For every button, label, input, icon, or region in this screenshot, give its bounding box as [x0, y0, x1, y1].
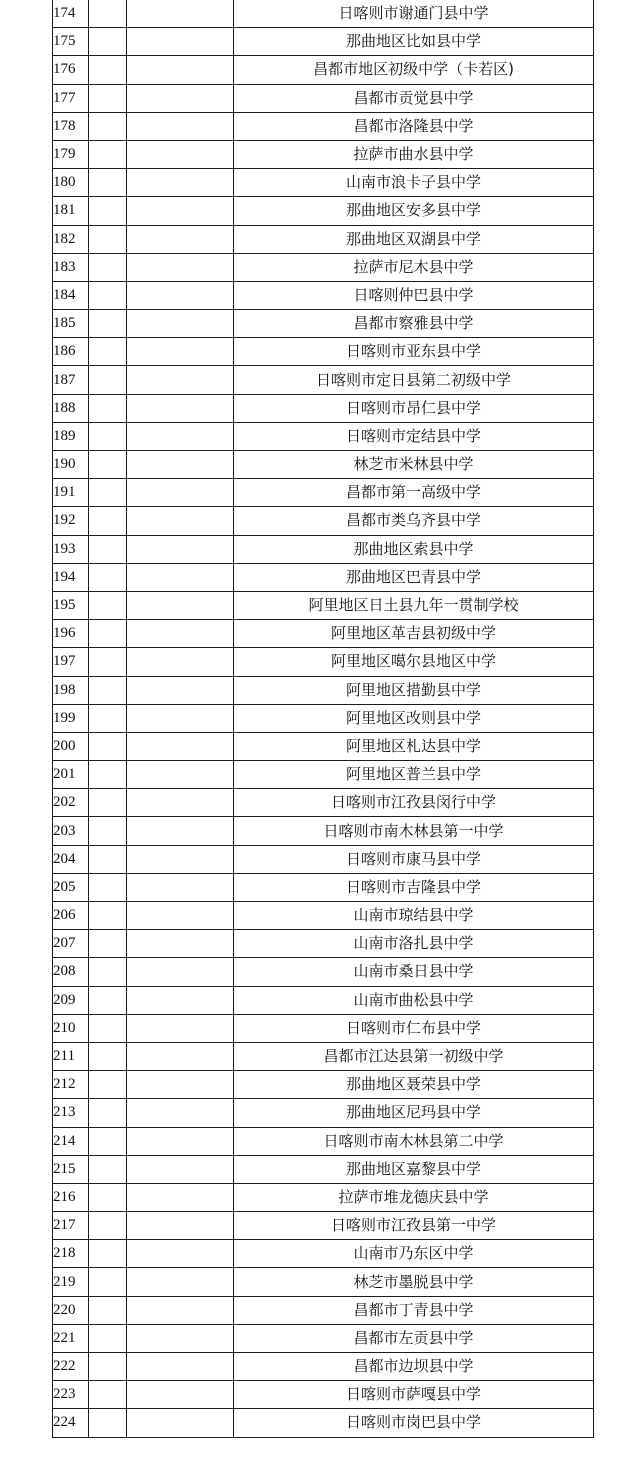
empty-cell: [89, 591, 127, 619]
school-name-cell: 山南市浪卡子县中学: [234, 169, 594, 197]
school-name-cell: 日喀则市亚东县中学: [234, 338, 594, 366]
empty-cell: [89, 817, 127, 845]
row-number-cell: 199: [53, 704, 89, 732]
school-name-cell: 昌都市类乌齐县中学: [234, 507, 594, 535]
empty-cell: [89, 1240, 127, 1268]
empty-cell: [127, 1409, 234, 1437]
empty-cell: [127, 1353, 234, 1381]
empty-cell: [127, 591, 234, 619]
school-name-cell: 日喀则市江孜县闵行中学: [234, 789, 594, 817]
empty-cell: [127, 1183, 234, 1211]
empty-cell: [89, 28, 127, 56]
table-row: [53, 1099, 594, 1127]
row-number-cell: 214: [53, 1127, 89, 1155]
row-number-cell: 209: [53, 986, 89, 1014]
empty-cell: [89, 1268, 127, 1296]
empty-cell: [89, 0, 127, 28]
school-name-cell: 日喀则市昂仁县中学: [234, 394, 594, 422]
row-number-cell: 207: [53, 930, 89, 958]
row-number-cell: 188: [53, 394, 89, 422]
school-table: [52, 0, 594, 1438]
empty-cell: [127, 1014, 234, 1042]
school-name-cell: 拉萨市曲水县中学: [234, 140, 594, 168]
empty-cell: [127, 225, 234, 253]
empty-cell: [89, 620, 127, 648]
table-row: [53, 338, 594, 366]
school-name-cell: 阿里地区札达县中学: [234, 732, 594, 760]
row-number-cell: 183: [53, 253, 89, 281]
table-row: [53, 620, 594, 648]
school-name-cell: 拉萨市堆龙德庆县中学: [234, 1183, 594, 1211]
row-number-cell: 204: [53, 845, 89, 873]
table-row: [53, 310, 594, 338]
empty-cell: [89, 253, 127, 281]
table-row: [53, 112, 594, 140]
empty-cell: [127, 873, 234, 901]
row-number-cell: 190: [53, 451, 89, 479]
school-name-cell: 日喀则市定日县第二初级中学: [234, 366, 594, 394]
table-row: [53, 958, 594, 986]
school-table-body: [53, 0, 594, 1437]
empty-cell: [127, 1099, 234, 1127]
row-number-cell: 197: [53, 648, 89, 676]
empty-cell: [89, 1042, 127, 1070]
table-row: [53, 56, 594, 84]
school-name-cell: 那曲地区比如县中学: [234, 28, 594, 56]
table-row: [53, 873, 594, 901]
empty-cell: [127, 1296, 234, 1324]
empty-cell: [127, 789, 234, 817]
empty-cell: [127, 1240, 234, 1268]
row-number-cell: 193: [53, 535, 89, 563]
empty-cell: [89, 451, 127, 479]
empty-cell: [127, 1212, 234, 1240]
table-row: [53, 1183, 594, 1211]
empty-cell: [89, 873, 127, 901]
school-name-cell: 阿里地区日土县九年一贯制学校: [234, 591, 594, 619]
empty-cell: [89, 1127, 127, 1155]
row-number-cell: 178: [53, 112, 89, 140]
table-row: [53, 225, 594, 253]
empty-cell: [89, 704, 127, 732]
table-row: [53, 451, 594, 479]
school-name-cell: 那曲地区嘉黎县中学: [234, 1155, 594, 1183]
row-number-cell: 182: [53, 225, 89, 253]
empty-cell: [127, 112, 234, 140]
table-row: [53, 1409, 594, 1437]
table-row: [53, 1268, 594, 1296]
empty-cell: [89, 281, 127, 309]
empty-cell: [89, 789, 127, 817]
row-number-cell: 223: [53, 1381, 89, 1409]
table-row: [53, 1212, 594, 1240]
empty-cell: [127, 817, 234, 845]
empty-cell: [127, 1071, 234, 1099]
empty-cell: [89, 535, 127, 563]
school-name-cell: 山南市桑日县中学: [234, 958, 594, 986]
row-number-cell: 175: [53, 28, 89, 56]
empty-cell: [89, 479, 127, 507]
row-number-cell: 210: [53, 1014, 89, 1042]
row-number-cell: 179: [53, 140, 89, 168]
school-name-cell: 山南市洛扎县中学: [234, 930, 594, 958]
row-number-cell: 200: [53, 732, 89, 760]
table-row: [53, 1042, 594, 1070]
school-name-cell: 阿里地区措勤县中学: [234, 676, 594, 704]
empty-cell: [127, 761, 234, 789]
empty-cell: [89, 310, 127, 338]
empty-cell: [89, 676, 127, 704]
empty-cell: [89, 761, 127, 789]
school-name-cell: 阿里地区改则县中学: [234, 704, 594, 732]
row-number-cell: 196: [53, 620, 89, 648]
row-number-cell: 205: [53, 873, 89, 901]
school-name-cell: 山南市曲松县中学: [234, 986, 594, 1014]
table-row: [53, 817, 594, 845]
empty-cell: [127, 1324, 234, 1352]
table-row: [53, 169, 594, 197]
table-row: [53, 140, 594, 168]
row-number-cell: 221: [53, 1324, 89, 1352]
row-number-cell: 198: [53, 676, 89, 704]
row-number-cell: 222: [53, 1353, 89, 1381]
empty-cell: [89, 563, 127, 591]
empty-cell: [89, 1409, 127, 1437]
school-name-cell: 昌都市地区初级中学（卡若区): [234, 56, 594, 84]
school-name-cell: 拉萨市尼木县中学: [234, 253, 594, 281]
school-name-cell: 昌都市江达县第一初级中学: [234, 1042, 594, 1070]
empty-cell: [127, 197, 234, 225]
empty-cell: [127, 1155, 234, 1183]
empty-cell: [89, 1014, 127, 1042]
empty-cell: [89, 56, 127, 84]
row-number-cell: 201: [53, 761, 89, 789]
empty-cell: [127, 56, 234, 84]
table-row: [53, 563, 594, 591]
empty-cell: [127, 1127, 234, 1155]
empty-cell: [89, 112, 127, 140]
empty-cell: [89, 366, 127, 394]
empty-cell: [89, 197, 127, 225]
school-name-cell: 日喀则市江孜县第一中学: [234, 1212, 594, 1240]
empty-cell: [127, 902, 234, 930]
row-number-cell: 217: [53, 1212, 89, 1240]
empty-cell: [127, 338, 234, 366]
row-number-cell: 177: [53, 84, 89, 112]
table-row: [53, 422, 594, 450]
school-name-cell: 林芝市米林县中学: [234, 451, 594, 479]
row-number-cell: 203: [53, 817, 89, 845]
school-name-cell: 日喀则市岗巴县中学: [234, 1409, 594, 1437]
row-number-cell: 184: [53, 281, 89, 309]
table-row: [53, 507, 594, 535]
school-name-cell: 阿里地区噶尔县地区中学: [234, 648, 594, 676]
table-row: [53, 394, 594, 422]
empty-cell: [89, 338, 127, 366]
empty-cell: [127, 676, 234, 704]
table-row: [53, 761, 594, 789]
empty-cell: [89, 1155, 127, 1183]
table-row: [53, 902, 594, 930]
table-row: [53, 1071, 594, 1099]
row-number-cell: 181: [53, 197, 89, 225]
empty-cell: [127, 84, 234, 112]
table-row: [53, 591, 594, 619]
table-row: [53, 1324, 594, 1352]
row-number-cell: 186: [53, 338, 89, 366]
school-name-cell: 日喀则仲巴县中学: [234, 281, 594, 309]
empty-cell: [127, 704, 234, 732]
school-name-cell: 阿里地区革吉县初级中学: [234, 620, 594, 648]
empty-cell: [127, 1042, 234, 1070]
row-number-cell: 191: [53, 479, 89, 507]
row-number-cell: 213: [53, 1099, 89, 1127]
row-number-cell: 212: [53, 1071, 89, 1099]
table-row: [53, 1240, 594, 1268]
empty-cell: [89, 845, 127, 873]
row-number-cell: 194: [53, 563, 89, 591]
empty-cell: [89, 986, 127, 1014]
row-number-cell: 211: [53, 1042, 89, 1070]
table-row: [53, 704, 594, 732]
school-name-cell: 日喀则市南木林县第二中学: [234, 1127, 594, 1155]
school-name-cell: 昌都市察雅县中学: [234, 310, 594, 338]
table-row: [53, 366, 594, 394]
table-row: [53, 1014, 594, 1042]
empty-cell: [89, 422, 127, 450]
empty-cell: [89, 732, 127, 760]
table-row: [53, 986, 594, 1014]
empty-cell: [127, 479, 234, 507]
school-name-cell: 那曲地区尼玛县中学: [234, 1099, 594, 1127]
table-row: [53, 930, 594, 958]
row-number-cell: 208: [53, 958, 89, 986]
row-number-cell: 187: [53, 366, 89, 394]
school-name-cell: 那曲地区索县中学: [234, 535, 594, 563]
empty-cell: [127, 0, 234, 28]
empty-cell: [127, 169, 234, 197]
table-row: [53, 0, 594, 28]
empty-cell: [89, 1183, 127, 1211]
empty-cell: [89, 902, 127, 930]
row-number-cell: 216: [53, 1183, 89, 1211]
table-row: [53, 281, 594, 309]
empty-cell: [127, 451, 234, 479]
empty-cell: [127, 563, 234, 591]
empty-cell: [127, 648, 234, 676]
empty-cell: [89, 84, 127, 112]
row-number-cell: 218: [53, 1240, 89, 1268]
table-row: [53, 676, 594, 704]
empty-cell: [127, 845, 234, 873]
school-name-cell: 日喀则市仁布县中学: [234, 1014, 594, 1042]
empty-cell: [127, 958, 234, 986]
empty-cell: [127, 253, 234, 281]
table-row: [53, 1353, 594, 1381]
table-row: [53, 197, 594, 225]
row-number-cell: 219: [53, 1268, 89, 1296]
school-name-cell: 日喀则市定结县中学: [234, 422, 594, 450]
empty-cell: [127, 507, 234, 535]
school-name-cell: 山南市乃东区中学: [234, 1240, 594, 1268]
school-name-cell: 阿里地区普兰县中学: [234, 761, 594, 789]
empty-cell: [89, 394, 127, 422]
school-name-cell: 日喀则市南木林县第一中学: [234, 817, 594, 845]
school-name-cell: 那曲地区安多县中学: [234, 197, 594, 225]
row-number-cell: 192: [53, 507, 89, 535]
school-name-cell: 那曲地区巴青县中学: [234, 563, 594, 591]
table-row: [53, 1155, 594, 1183]
empty-cell: [89, 140, 127, 168]
row-number-cell: 215: [53, 1155, 89, 1183]
empty-cell: [89, 225, 127, 253]
empty-cell: [89, 1071, 127, 1099]
empty-cell: [89, 1381, 127, 1409]
empty-cell: [89, 1212, 127, 1240]
empty-cell: [127, 1268, 234, 1296]
row-number-cell: 220: [53, 1296, 89, 1324]
row-number-cell: 185: [53, 310, 89, 338]
empty-cell: [127, 535, 234, 563]
table-row: [53, 28, 594, 56]
row-number-cell: 174: [53, 0, 89, 28]
empty-cell: [127, 422, 234, 450]
empty-cell: [127, 28, 234, 56]
empty-cell: [89, 1324, 127, 1352]
school-name-cell: 昌都市边坝县中学: [234, 1353, 594, 1381]
school-name-cell: 昌都市丁青县中学: [234, 1296, 594, 1324]
table-row: [53, 1381, 594, 1409]
table-row: [53, 535, 594, 563]
table-row: [53, 479, 594, 507]
school-name-cell: 山南市琼结县中学: [234, 902, 594, 930]
empty-cell: [127, 281, 234, 309]
empty-cell: [127, 394, 234, 422]
row-number-cell: 180: [53, 169, 89, 197]
school-name-cell: 林芝市墨脱县中学: [234, 1268, 594, 1296]
empty-cell: [89, 1353, 127, 1381]
school-name-cell: 那曲地区双湖县中学: [234, 225, 594, 253]
school-name-cell: 昌都市第一高级中学: [234, 479, 594, 507]
row-number-cell: 224: [53, 1409, 89, 1437]
table-row: [53, 253, 594, 281]
school-name-cell: 昌都市贡觉县中学: [234, 84, 594, 112]
empty-cell: [89, 1099, 127, 1127]
school-name-cell: 日喀则市谢通门县中学: [234, 0, 594, 28]
empty-cell: [127, 986, 234, 1014]
table-row: [53, 648, 594, 676]
table-row: [53, 1296, 594, 1324]
empty-cell: [127, 1381, 234, 1409]
empty-cell: [89, 507, 127, 535]
empty-cell: [127, 140, 234, 168]
school-name-cell: 日喀则市康马县中学: [234, 845, 594, 873]
empty-cell: [127, 732, 234, 760]
table-row: [53, 732, 594, 760]
empty-cell: [89, 648, 127, 676]
table-row: [53, 789, 594, 817]
row-number-cell: 195: [53, 591, 89, 619]
table-row: [53, 1127, 594, 1155]
school-name-cell: 那曲地区聂荣县中学: [234, 1071, 594, 1099]
empty-cell: [89, 1296, 127, 1324]
row-number-cell: 202: [53, 789, 89, 817]
row-number-cell: 206: [53, 902, 89, 930]
school-name-cell: 日喀则市吉隆县中学: [234, 873, 594, 901]
empty-cell: [127, 366, 234, 394]
table-row: [53, 84, 594, 112]
empty-cell: [127, 310, 234, 338]
empty-cell: [89, 930, 127, 958]
empty-cell: [127, 930, 234, 958]
table-row: [53, 845, 594, 873]
row-number-cell: 189: [53, 422, 89, 450]
empty-cell: [89, 958, 127, 986]
school-name-cell: 昌都市左贡县中学: [234, 1324, 594, 1352]
school-name-cell: 日喀则市萨嘎县中学: [234, 1381, 594, 1409]
school-name-cell: 昌都市洛隆县中学: [234, 112, 594, 140]
empty-cell: [127, 620, 234, 648]
empty-cell: [89, 169, 127, 197]
row-number-cell: 176: [53, 56, 89, 84]
